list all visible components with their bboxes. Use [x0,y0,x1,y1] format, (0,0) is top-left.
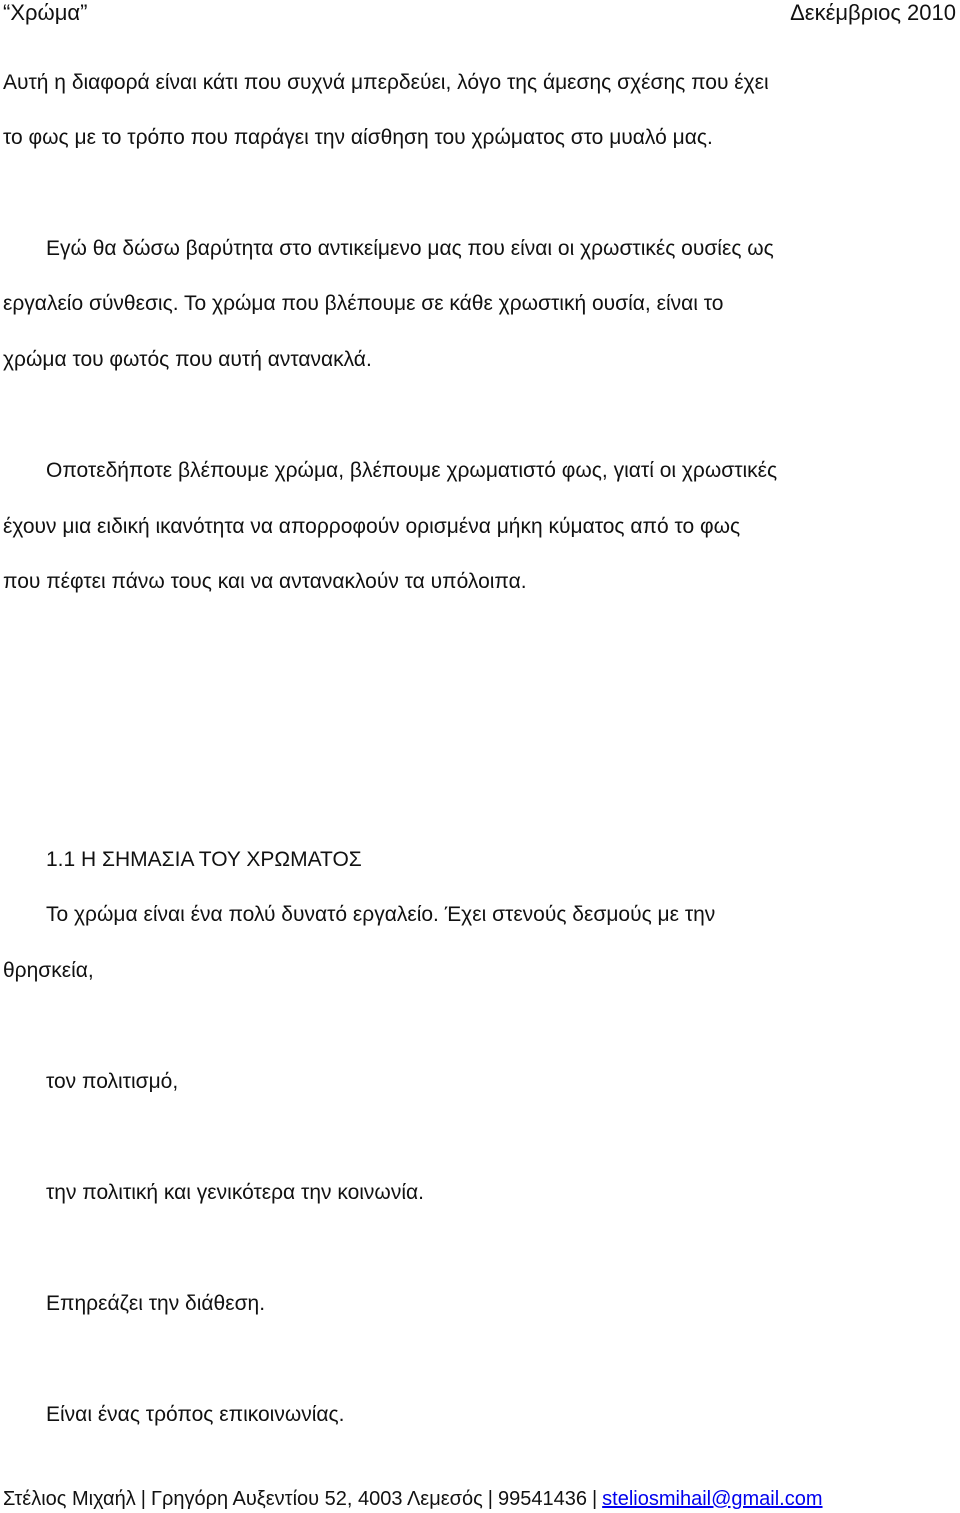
footer-email-link[interactable]: steliosmihail@gmail.com [602,1488,823,1510]
paragraph-3-line-2: έχουν μια ειδική ικανότητα να απορροφούν ορισμένα μήκη κύματος από το φως [3,515,741,538]
document-title: “Χρώμα” [3,0,88,25]
footer-phone: 99541436 [497,1488,587,1510]
list-item-mood: Επηρεάζει την διάθεση. [46,1292,266,1315]
section-paragraph-line-1: Το χρώμα είναι ένα πολύ δυνατό εργαλείο. Έχει στενούς δεσμούς με την [46,903,716,926]
paragraph-2-line-1: Εγώ θα δώσω βαρύτητα στο αντικείμενο μας που είναι οι χρωστικές ουσίες ως [46,237,774,260]
footer-name: Στέλιος Μιχαήλ [3,1488,136,1510]
paragraph-2-line-3: χρώμα του φωτός που αυτή αντανακλά. [3,348,372,371]
footer-separator: | [140,1488,146,1510]
list-item-communication: Είναι ένας τρόπος επικοινωνίας. [46,1403,345,1426]
paragraph-3-line-1: Οποτεδήποτε βλέπουμε χρώμα, βλέπουμε χρωματιστό φως, γιατί οι χρωστικές [46,459,778,482]
footer-separator: | [487,1488,493,1510]
page-header [0,0,960,30]
page-footer [3,1486,823,1512]
paragraph-1-line-2: το φως με το τρόπο που παράγει την αίσθηση του χρώματος στο μυαλό μας. [3,126,713,149]
paragraph-1-line-1: Αυτή η διαφορά είναι κάτι που συχνά μπερδεύει, λόγο της άμεσης σχέσης που έχει [3,71,769,94]
paragraph-3-line-3: που πέφτει πάνω τους και να αντανακλούν τα υπόλοιπα. [3,570,527,593]
section-heading: 1.1 Η ΣΗΜΑΣΙΑ ΤΟΥ ΧΡΩΜΑΤΟΣ [46,848,362,871]
list-item-culture: τον πολιτισμό, [46,1070,179,1093]
list-item-politics: την πολιτική και γενικότερα την κοινωνία. [46,1181,424,1204]
footer-address: Γρηγόρη Αυξεντίου 52, 4003 Λεμεσός [150,1488,483,1510]
footer-separator: | [591,1488,598,1510]
section-paragraph-line-2: θρησκεία, [3,959,94,982]
document-date: Δεκέμβριος 2010 [790,0,956,25]
paragraph-2-line-2: εργαλείο σύνθεσις. Το χρώμα που βλέπουμε σε κάθε χρωστική ουσία, είναι το [3,292,724,315]
